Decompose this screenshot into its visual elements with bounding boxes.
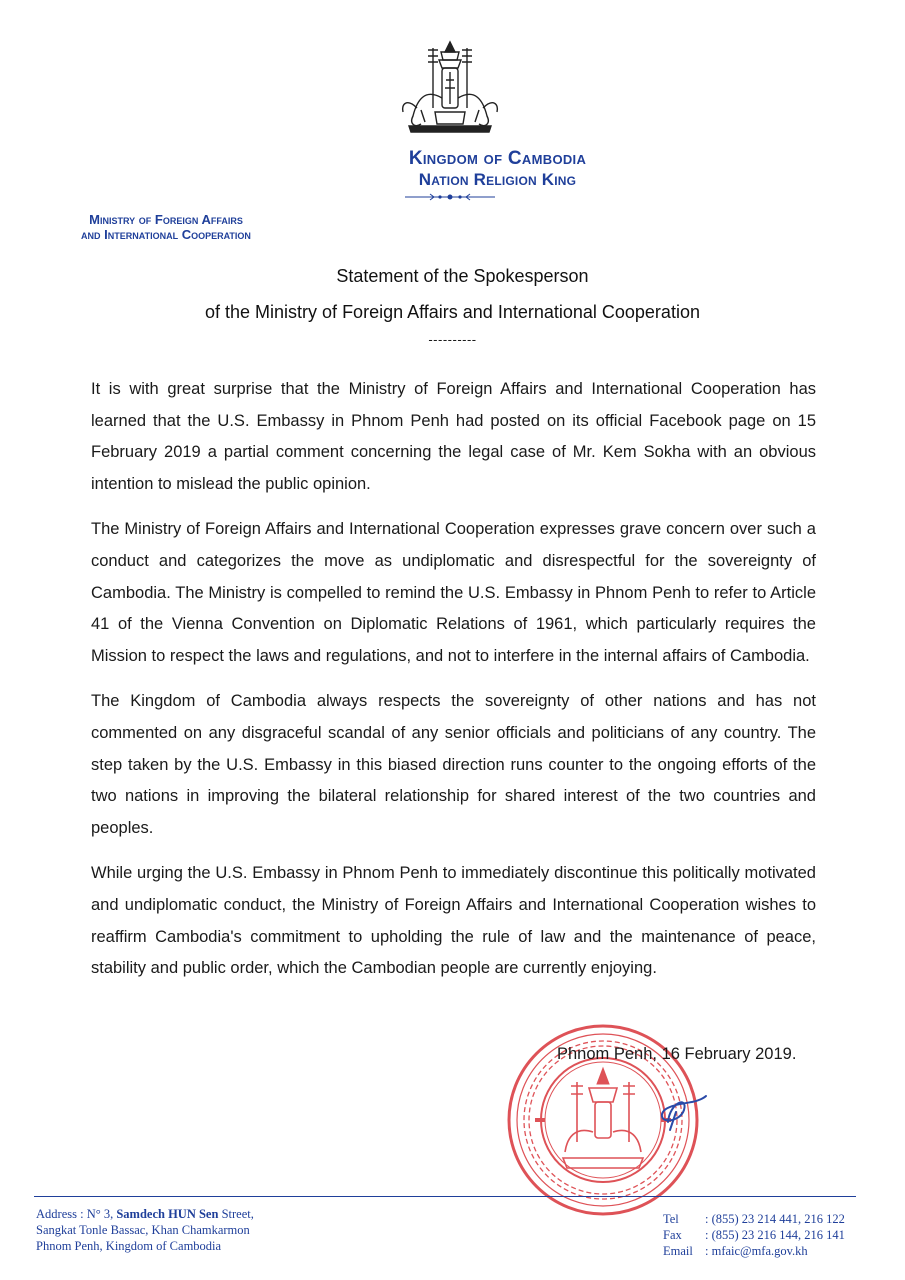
- email-row: [663, 1243, 845, 1259]
- royal-coat-of-arms-icon: [395, 38, 505, 138]
- footer-divider: [34, 1196, 856, 1197]
- fax-row: [663, 1227, 845, 1243]
- paragraph-2: The Ministry of Foreign Affairs and International Cooperation expresses grave concern over such a conduct and categorizes the move as undiplomatic and disrespectful for the sovereignty of Cambodia. The Ministry is compelled to remind the U.S. Embassy in Phnom Penh to refer to Article 41 of the Vienna Convention on Diplomatic Relations of 1961, which particularly requires the Mission to respect the laws and regulations, and not to interfere in the internal affairs of Cambodia.: [91, 520, 816, 665]
- national-motto: Nation Religion King: [418, 170, 577, 189]
- ornament-divider-icon: [405, 192, 495, 202]
- signature-icon: [640, 1092, 710, 1132]
- statement-body: [91, 374, 816, 999]
- ministry-name: [36, 212, 296, 242]
- kingdom-header: [0, 148, 905, 190]
- ministry-line-2: and International Cooperation: [81, 227, 251, 242]
- footer-address: [36, 1206, 254, 1254]
- address-line-2: Sangkat Tonle Bassac, Khan Chamkarmon: [36, 1223, 250, 1237]
- paragraph-3: The Kingdom of Cambodia always respects the sovereignty of other nations and has not commented on any disgraceful scandal of any senior officials and politicians of any country. The step taken by the U.S. Embassy in this biased direction runs counter to the ongoing efforts of the two nations in improving the bilateral relationship for shared interest of the two countries and peoples.: [91, 692, 816, 837]
- footer-contact: [663, 1211, 845, 1259]
- dateline: Phnom Penh, 16 February 2019.: [557, 1045, 797, 1063]
- address-prefix: Address : N° 3,: [36, 1207, 117, 1221]
- email-label: Email: [663, 1244, 693, 1258]
- address-line-1: [36, 1206, 254, 1222]
- kingdom-title: Kingdom of Cambodia: [408, 148, 587, 169]
- fax-value: : (855) 23 216 144, 216 141: [705, 1228, 845, 1242]
- statement-title: Statement of the Spokesperson: [336, 266, 589, 286]
- tel-row: [663, 1211, 845, 1227]
- title-separator: ----------: [428, 332, 477, 347]
- address-line-3: Phnom Penh, Kingdom of Cambodia: [36, 1239, 222, 1253]
- statement-subtitle: of the Ministry of Foreign Affairs and International Cooperation: [205, 302, 700, 322]
- paragraph-1: It is with great surprise that the Ministry of Foreign Affairs and International Cooperation has learned that the U.S. Embassy in Phnom Penh had posted on its official Facebook page on 15 February 2019 a partial comment concerning the legal case of Mr. Kem Sokha with an obvious intention to mislead the public opinion.: [91, 380, 816, 493]
- tel-value: : (855) 23 214 441, 216 122: [705, 1212, 845, 1226]
- fax-label: Fax: [663, 1228, 682, 1242]
- paragraph-4: While urging the U.S. Embassy in Phnom Penh to immediately discontinue this politically motivated and undiplomatic conduct, the Ministry of Foreign Affairs and International Cooperation wishes to reaffirm Cambodia's commitment to upholding the rule of law and the maintenance of peace, stability and public order, which the Cambodian people are currently enjoying.: [91, 864, 816, 978]
- ministry-line-1: Ministry of Foreign Affairs: [89, 212, 243, 227]
- tel-label: Tel: [663, 1212, 679, 1226]
- email-value: : mfaic@mfa.gov.kh: [705, 1244, 808, 1258]
- address-street-name: Samdech HUN Sen: [116, 1207, 219, 1221]
- address-suffix: Street,: [218, 1207, 254, 1221]
